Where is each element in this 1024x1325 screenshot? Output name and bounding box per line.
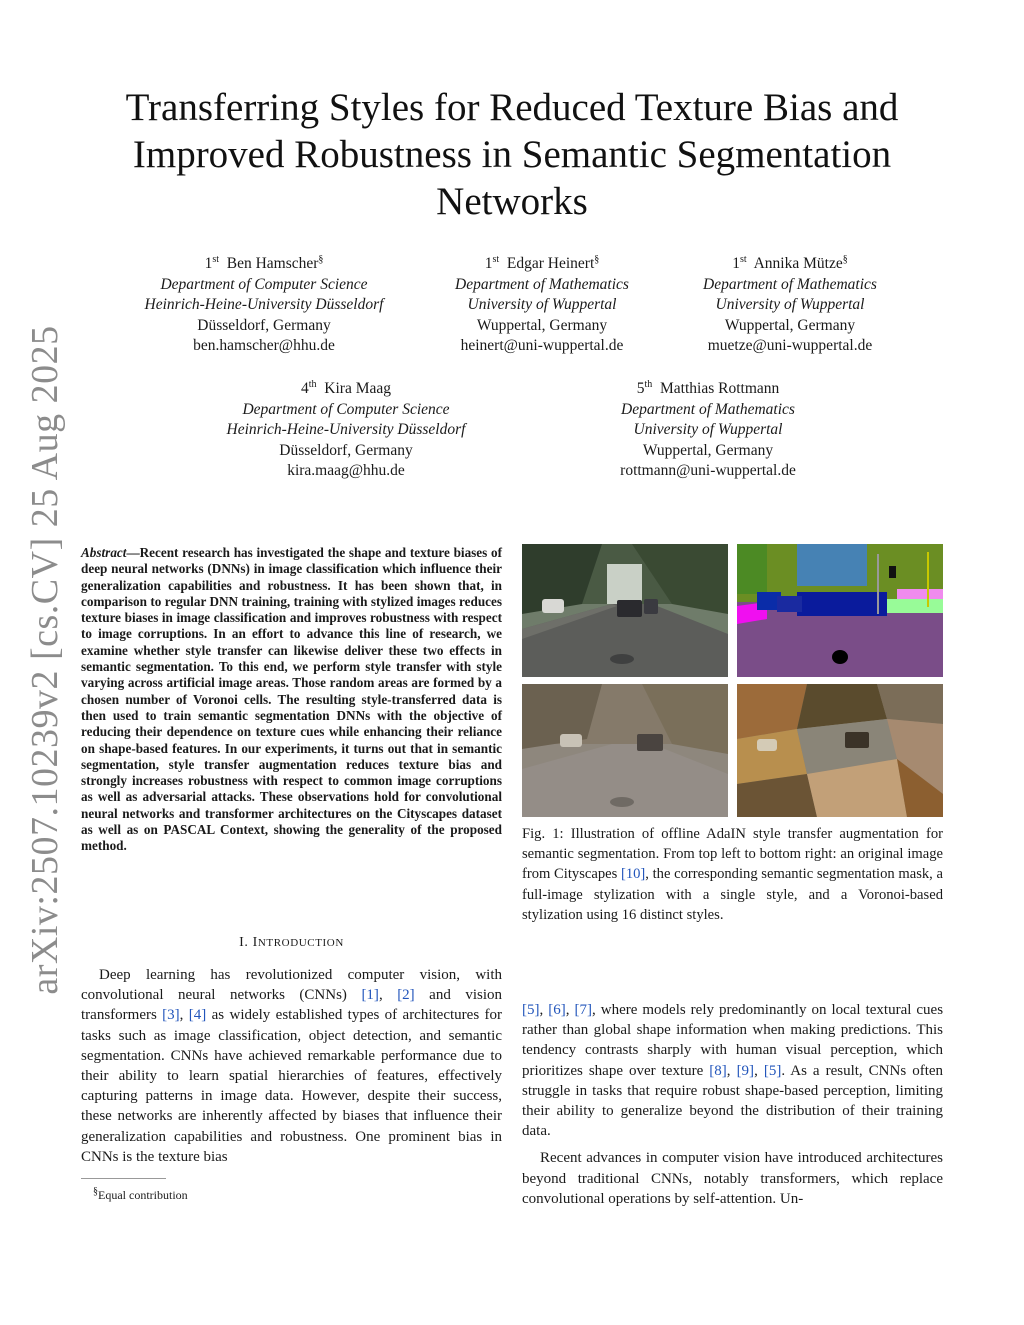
author-name: Kira Maag xyxy=(324,380,391,398)
paragraph: Recent advances in computer vision have introduced architectures beyond traditional CNNs, notably transformers, which replace convolutional operations by self-attention. Un- xyxy=(522,1150,943,1207)
author-block-5: 5th Matthias Rottmann Department of Mathematics University of Wuppertal Wuppertal, Germany rottmann@uni-wuppertal.de xyxy=(558,375,858,482)
author-block-3: 1st Annika Mütze§ Department of Mathematics University of Wuppertal Wuppertal, Germany muetze@uni-wuppertal.de xyxy=(640,250,940,357)
author-university: University of Wuppertal xyxy=(467,296,617,314)
citation-link[interactable]: [4] xyxy=(188,1007,207,1024)
citation-link[interactable]: [3] xyxy=(162,1007,180,1024)
arxiv-identifier-stamp: arXiv:2507.10239v2 [cs.CV] 25 Aug 2025 xyxy=(24,325,66,995)
author-city: Düsseldorf, Germany xyxy=(279,441,413,459)
figure-label: Fig. 1: xyxy=(522,826,564,842)
author-city: Wuppertal, Germany xyxy=(642,441,774,459)
author-department: Department of Computer Science xyxy=(242,400,450,418)
author-department: Department of Computer Science xyxy=(160,275,368,293)
author-email: heinert@uni-wuppertal.de xyxy=(460,337,624,355)
footnote-divider xyxy=(81,1178,166,1179)
author-university: Heinrich-Heine-University Düsseldorf xyxy=(144,296,384,314)
section-heading-introduction: I. INTRODUCTION xyxy=(239,935,344,950)
figure-1 xyxy=(522,544,943,818)
author-university: University of Wuppertal xyxy=(633,421,783,439)
introduction-right-column xyxy=(522,1000,943,1209)
author-email: rottmann@uni-wuppertal.de xyxy=(620,462,796,480)
citation-link[interactable]: [1] xyxy=(361,987,379,1004)
author-city: Düsseldorf, Germany xyxy=(197,316,331,334)
paper-title: Transferring Styles for Reduced Texture Bias and Improved Robustness in Semantic Segmentation Networks xyxy=(125,86,899,223)
author-city: Wuppertal, Germany xyxy=(724,316,856,334)
author-department: Department of Mathematics xyxy=(621,400,795,418)
abstract-lead: Abstract xyxy=(81,545,127,560)
author-email: muetze@uni-wuppertal.de xyxy=(707,337,873,355)
author-block-2: 1st Edgar Heinert§ Department of Mathematics University of Wuppertal Wuppertal, Germany heinert@uni-wuppertal.de xyxy=(392,250,692,357)
citation-link[interactable]: [6] xyxy=(548,1002,566,1018)
introduction-left-column xyxy=(81,965,502,1167)
abstract: Abstract—Recent research has investigated the shape and texture biases of deep neural networks (DNNs) in image classification which influence their generalization capabilities and robustness. It has been shown that, in comparison to regular DNN training, training with stylized images reduces texture biases in image classification and improves robustness with respect to image corruptions. In an effort to advance this line of research, we examine whether style transfer can likewise deliver these two effects in semantic segmentation. To this end, we perform style transfer with style varying across artificial image areas. Those random areas are formed by a chosen number of Voronoi cells. The resulting style-transferred data is then used to train semantic segmentation DNNs with the objective of reducing their dependence on texture cues while enhancing their reliance on shape-based features. In our experiments, it turns out that in semantic segmentation, style transfer augmentation reduces texture bias and strongly increases robustness with respect to common image corruptions as well as adversarial attacks. These observations hold for convolutional neural networks and transformer architectures on the Cityscapes dataset as well as on PASCAL Context, showing the generality of the proposed method. xyxy=(81,545,502,854)
citation-link[interactable]: [8] xyxy=(709,1062,727,1079)
citation-link[interactable]: [10] xyxy=(620,866,646,883)
abstract-text: Recent research has investigated the shape and texture biases of deep neural networks (DNNs) in image classification which influence their generalization capabilities and robustness. It has been shown that, in comparison to regular DNN training, training with stylized images reduces texture biases in image classification and improves robustness with respect to image corruptions. In an effort to advance this line of research, we examine whether style transfer can likewise deliver these two effects in semantic segmentation. To this end, we perform style transfer with style varying across artificial image areas. Those random areas are formed by a chosen number of Voronoi cells. The resulting style-transferred data is then used to train semantic segmentation DNNs with the objective of reducing their dependence on texture cues while enhancing their reliance on shape-based features. In our experiments, it turns out that in semantic segmentation, style transfer augmentation reduces texture bias and strongly increases robustness with respect to common image corruptions as well as adversarial attacks. These observations hold for convolutional neural networks and transformer architectures on the Cityscapes dataset as well as on PASCAL Context, showing the generality of the proposed method. xyxy=(81,545,502,854)
full-image-stylization-panel xyxy=(522,684,728,817)
author-department: Department of Mathematics xyxy=(703,275,877,293)
author-name: Ben Hamscher xyxy=(226,255,319,273)
author-university: University of Wuppertal xyxy=(715,296,865,314)
author-university: Heinrich-Heine-University Düsseldorf xyxy=(226,421,466,439)
author-block-4: 4th Kira Maag Department of Computer Science Heinrich-Heine-University Düsseldorf Düsseldorf, Germany kira.maag@hhu.de xyxy=(196,375,496,482)
author-block-1: 1st Ben Hamscher§ Department of Computer Science Heinrich-Heine-University Düsseldorf Düsseldorf, Germany ben.hamscher@hhu.de xyxy=(114,250,414,357)
author-name: Matthias Rottmann xyxy=(660,380,780,398)
citation-link[interactable]: [2] xyxy=(397,987,415,1004)
citation-link[interactable]: [5] xyxy=(763,1062,782,1079)
segmentation-mask-panel xyxy=(737,544,943,677)
citation-link[interactable]: [9] xyxy=(736,1062,755,1079)
voronoi-stylization-panel xyxy=(737,684,943,817)
paragraph: [5], [6], [7], where models rely predominantly on local textural cues rather than global shape information when making predictions. This tendency contrasts sharply with human visual perception, which prioritizes shape over texture [8], [9], [5]. As a result, CNNs often struggle in tasks that require robust shape-based perception, limiting their ability to generalize beyond the distribution of their training data. xyxy=(522,1002,944,1140)
author-city: Wuppertal, Germany xyxy=(476,316,608,334)
author-department: Department of Mathematics xyxy=(455,275,629,293)
citation-link[interactable]: [5] xyxy=(522,1002,540,1018)
figure-caption: Fig. 1: Illustration of offline AdaIN style transfer augmentation for semantic segmentation. From top left to bottom right: an original image from Cityscapes [10], the corresponding semantic segmentation mask, a full-image stylization with a single style, and a Voronoi-based stylization using 16 distinct styles. xyxy=(522,826,943,923)
author-email: ben.hamscher@hhu.de xyxy=(193,337,335,355)
original-image-panel xyxy=(522,544,728,677)
author-name: Annika Mütze xyxy=(753,255,843,273)
author-name: Edgar Heinert xyxy=(506,255,595,273)
citation-link[interactable]: [7] xyxy=(574,1002,592,1018)
footnote: §Equal contribution xyxy=(93,1186,188,1202)
paragraph: Deep learning has revolutionized computer vision, with convolutional neural networks (CNNs) [1], [2] and vision transformers [3], [4] as widely established types of architectures for tasks such as image classification, object detection, and semantic segmentation. CNNs have achieved remarkable performance due to their ability to learn spatial hierarchies of features, effectively capturing patterns in image data. However, despite their success, these networks are inherently affected by biases that influence their generalization capabilities and robustness. One prominent bias in CNNs is the texture bias xyxy=(81,967,503,1165)
author-email: kira.maag@hhu.de xyxy=(287,462,405,480)
